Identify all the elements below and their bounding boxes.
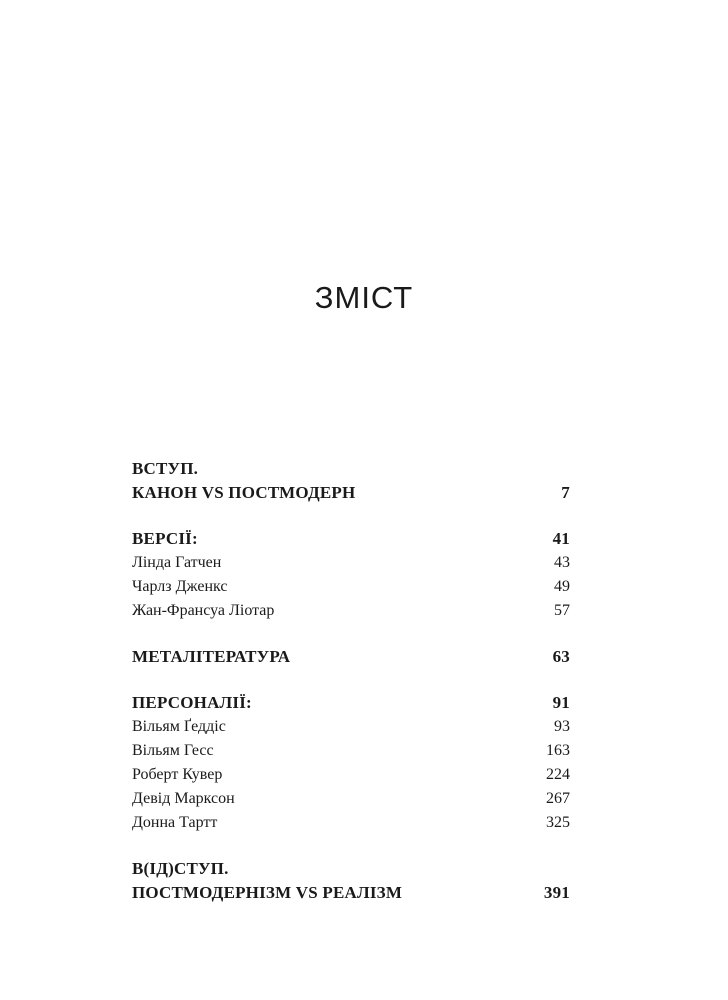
toc-section-personalities: [132, 691, 570, 835]
toc-page-number: 267: [546, 790, 570, 807]
toc-page-number: 325: [546, 814, 570, 831]
toc-entry: [132, 457, 570, 481]
toc-entry-label: Донна Тартт: [132, 814, 218, 831]
toc-section-metaliterature: [132, 645, 570, 669]
toc-subentry: [132, 575, 570, 599]
toc-section-outro: [132, 857, 570, 905]
toc-page-number: 57: [554, 602, 570, 619]
toc-entry-label: ВЕРСІЇ:: [132, 529, 198, 548]
toc-subentry: [132, 763, 570, 787]
toc-entry-label: Вільям Гесс: [132, 742, 214, 759]
toc-page-number: 63: [552, 647, 570, 666]
table-of-contents: [132, 457, 570, 927]
toc-entry-label: Чарлз Дженкс: [132, 578, 228, 595]
toc-page-number: 163: [546, 742, 570, 759]
toc-page-number: 91: [552, 693, 570, 712]
toc-page-number: 224: [546, 766, 570, 783]
toc-subentry: [132, 715, 570, 739]
toc-entry-label: В(ІД)СТУП.: [132, 859, 229, 878]
toc-section-versions: [132, 527, 570, 623]
toc-entry: [132, 527, 570, 551]
toc-subentry: [132, 599, 570, 623]
toc-entry-label: Девід Марксон: [132, 790, 235, 807]
toc-entry: [132, 481, 570, 505]
toc-section-intro: [132, 457, 570, 505]
toc-page-number: 49: [554, 578, 570, 595]
toc-entry-label: ПОСТМОДЕРНІЗМ VS РЕАЛІЗМ: [132, 883, 403, 902]
toc-page-number: 7: [561, 483, 570, 502]
toc-entry: [132, 857, 570, 881]
toc-entry-label: Роберт Кувер: [132, 766, 223, 783]
toc-entry: [132, 645, 570, 669]
toc-page-number: 43: [554, 554, 570, 571]
toc-entry: [132, 881, 570, 905]
toc-entry-label: Жан-Франсуа Ліотар: [132, 602, 275, 619]
toc-subentry: [132, 811, 570, 835]
toc-subentry: [132, 739, 570, 763]
toc-page-number: 41: [552, 529, 570, 548]
toc-entry-label: ВСТУП.: [132, 459, 199, 478]
toc-entry: [132, 691, 570, 715]
toc-page-number: 391: [543, 883, 570, 902]
toc-entry-label: ПЕРСОНАЛІЇ:: [132, 693, 252, 712]
toc-subentry: [132, 787, 570, 811]
toc-page-number: 93: [554, 718, 570, 735]
toc-entry-label: МЕТАЛІТЕРАТУРА: [132, 647, 291, 666]
toc-entry-label: КАНОН VS ПОСТМОДЕРН: [132, 483, 356, 502]
toc-entry-label: Лінда Гатчен: [132, 554, 222, 571]
toc-entry-label: Вільям Ґеддіс: [132, 718, 226, 735]
toc-subentry: [132, 551, 570, 575]
page-title: ЗМІСТ: [314, 280, 414, 315]
